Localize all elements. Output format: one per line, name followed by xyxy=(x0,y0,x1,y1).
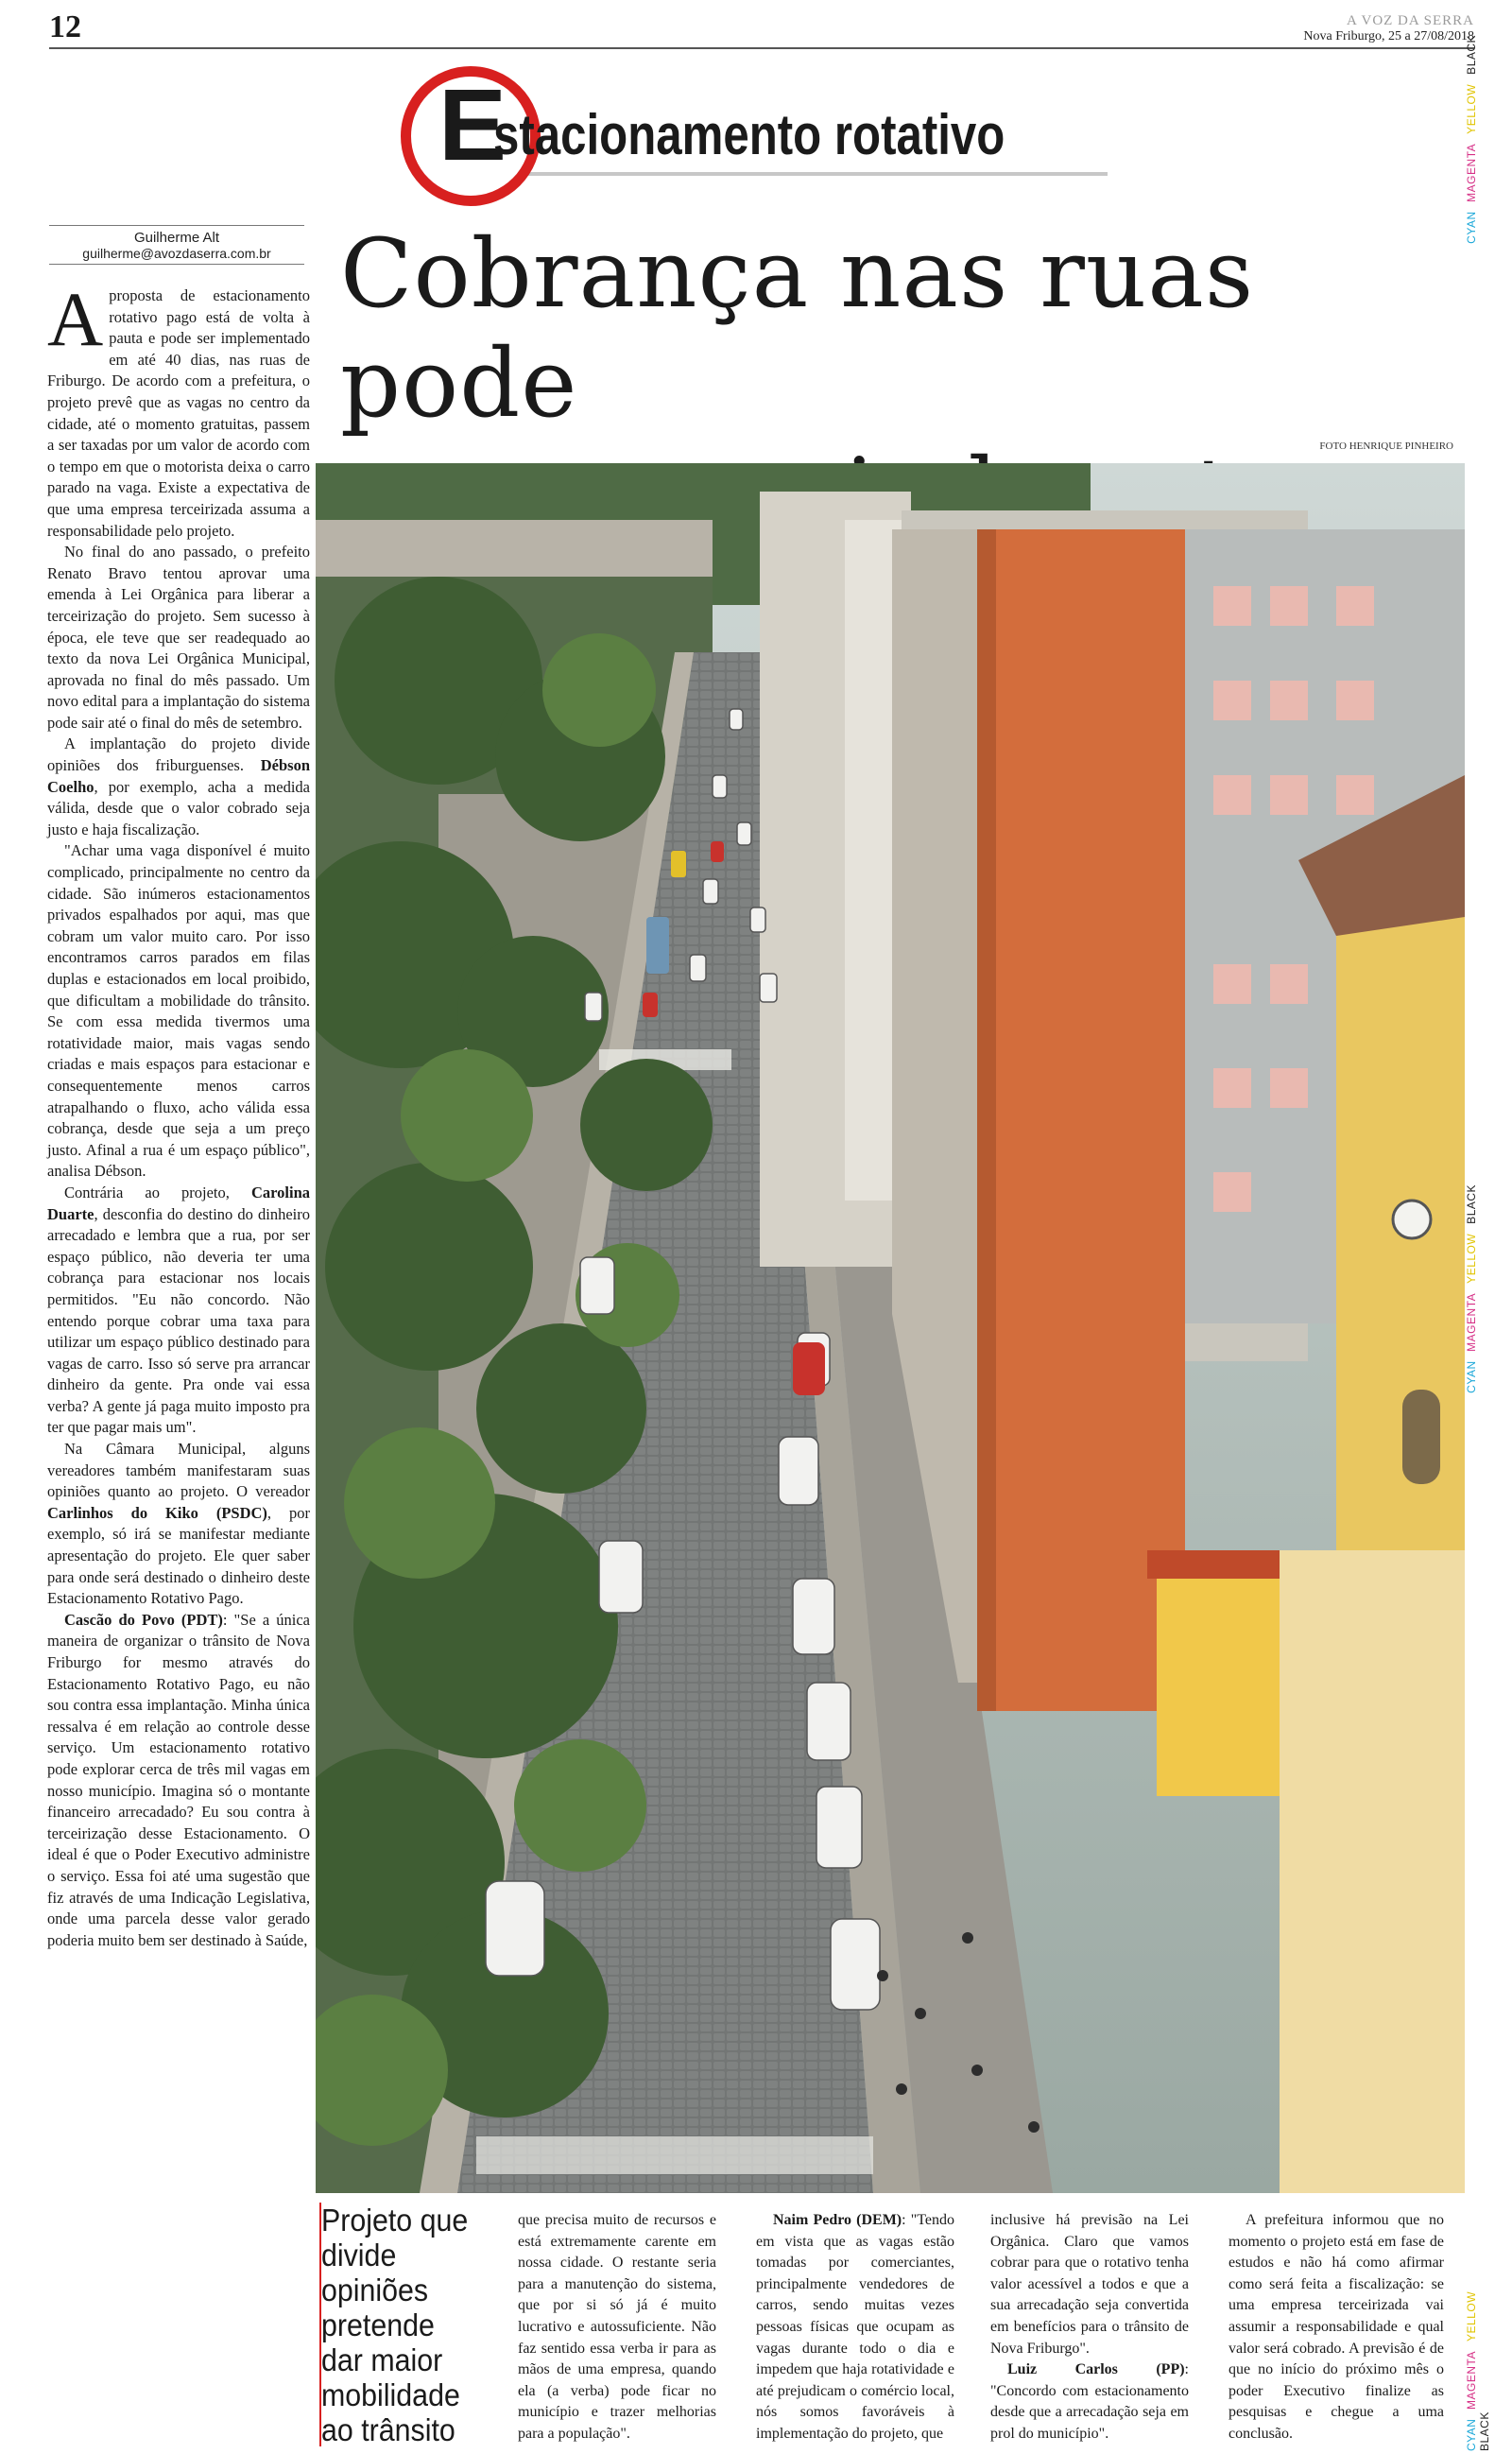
print-marks-bottom xyxy=(1465,2250,1491,2454)
article-column-5 xyxy=(1228,2210,1444,2445)
print-mark-cyan: CYAN xyxy=(1465,2418,1478,2451)
paragraph xyxy=(47,1610,310,1952)
source-name: Naim Pedro (DEM) xyxy=(773,2212,902,2228)
paragraph-text: , por exemplo, só irá se manifestar mediante apresentação do projeto. Ele quer saber para onde será destinado o dinheiro deste Estacionamento Rotativo Pago. xyxy=(47,1503,311,1608)
paragraph: A prefeitura informou que no momento o projeto está em fase de estudos e não há como afirmar como será feita a fiscalização: se uma empresa terceirizada vai assumir a responsabilidade e qual valor será cobrado. A previsão é de que no início do próximo mês o poder Executivo finalize as pesquisas e chegue a uma conclusão. xyxy=(1228,2212,1444,2442)
paragraph xyxy=(47,734,310,840)
paragraph-text: : "Tendo em vista que as vagas estão tomadas por comerciantes, principalmente vendedores de carros, sendo muitas vezes pessoas físicas que ocupam as vagas durante todo o dia e impedem que haja rotatividade e até prejudicam o comércio local, nós somos favoráveis à implementação do projeto, que xyxy=(756,2212,954,2442)
source-name: Débson Coelho xyxy=(47,756,310,796)
print-mark-yellow: YELLOW xyxy=(1465,2290,1478,2342)
print-mark-yellow: YELLOW xyxy=(1465,1233,1478,1284)
print-mark-magenta: MAGENTA xyxy=(1465,2350,1478,2410)
paragraph: que precisa muito de recursos e está extremamente carente em nossa cidade. O restante seria para a manutenção do sistema, que por si só já é muito lucrativo e autossuficiente. Não faz sentido essa verba ir para as mãos de uma empresa, quando ela (a verba) pode ficar no município e trazer melhorias para a população". xyxy=(518,2212,716,2442)
drop-cap: A xyxy=(47,276,104,362)
print-mark-black: BLACK xyxy=(1478,2411,1491,2451)
article-column-4 xyxy=(990,2210,1189,2445)
paragraph: inclusive há previsão na Lei Orgânica. Claro que vamos cobrar para que o rotativo tenha valor acessível a todos e que a sua arrecadação seja convertida em benefícios para o trânsito de Nova Friburgo". xyxy=(990,2212,1189,2357)
print-mark-cyan: CYAN xyxy=(1465,211,1478,244)
print-marks-top xyxy=(1465,32,1478,247)
headline-line-1: Cobrança nas ruas pode xyxy=(340,218,1255,439)
subhead: Projeto que divide opiniões pretende dar maior mobilidade ao trânsito xyxy=(321,2203,469,2447)
edition-date: Nova Friburgo, 25 a 27/08/2018 xyxy=(1303,29,1474,43)
photo-credit: FOTO HENRIQUE PINHEIRO xyxy=(1319,441,1453,452)
paragraph-text: , por exemplo, acha a medida válida, desde que o valor cobrado seja justo e haja fiscalização. xyxy=(47,777,310,838)
paragraph xyxy=(990,2359,1189,2445)
kicker-initial: E xyxy=(438,67,507,181)
article-column-1 xyxy=(47,276,311,1951)
source-name: Carolina Duarte xyxy=(47,1183,310,1223)
author-email: guilherme@avozdaserra.com.br xyxy=(49,246,304,265)
paragraph-text: : "Se a única maneira de organizar o trânsito de Nova Friburgo for mesmo através do Estacionamento Rotativo Pago, eu não sou contra essa implantação. Minha única ressalva é em relação ao controle desse serviço. Um estacionamento rotativo pode explorar cerca de três mil vagas em nosso município. Imagina só o montante financeiro arrecadado? Eu sou contra à terceirização desse Estacionamento. O ideal é que o Poder Executivo administre o serviço. Essa foi até uma sugestão que fiz através de uma Indicação Legislativa, onde uma parcela desse valor gerado poderia muito bem ser destinado à Saúde, xyxy=(47,1610,310,1949)
kicker-title: stacionamento rotativo xyxy=(493,103,1005,166)
paragraph-text: Contrária ao projeto, xyxy=(64,1183,251,1201)
paragraph xyxy=(47,1439,310,1610)
aerial-street-illustration xyxy=(316,463,1465,2193)
top-rule xyxy=(49,47,1474,49)
article-column-3 xyxy=(756,2210,954,2445)
source-name: Carlinhos do Kiko (PSDC) xyxy=(47,1503,267,1522)
print-mark-cyan: CYAN xyxy=(1465,1360,1478,1393)
street-photo xyxy=(316,463,1465,2193)
source-name: Cascão do Povo (PDT) xyxy=(64,1610,223,1629)
masthead-name: A VOZ DA SERRA xyxy=(1347,13,1474,28)
paragraph-text: A implantação do projeto divide opiniões dos friburguenses. xyxy=(47,734,310,775)
paragraph xyxy=(47,1183,310,1439)
print-mark-black: BLACK xyxy=(1465,35,1478,75)
print-marks-middle xyxy=(1465,1182,1478,1396)
paragraph-text: proposta de estacionamento rotativo pago está de volta à pauta e pode ser implementado em até 40 dias, nas ruas de Friburgo. De acordo com a prefeitura, o projeto prevê que as vagas no centro da cidade, até o momento gratuitas, passem a ser taxadas por um valor de acordo com o tempo em que o motorista deixa o carro parado na vaga. Existe a expectativa de que uma empresa terceirizada assuma a responsabilidade pelo projeto. xyxy=(47,286,310,540)
masthead xyxy=(1303,13,1474,44)
paragraph-text: : "Concordo com estacionamento desde que a arrecadação seja em prol do município". xyxy=(990,2361,1189,2442)
kicker-underline xyxy=(503,172,1108,176)
print-mark-magenta: MAGENTA xyxy=(1465,1292,1478,1352)
print-mark-yellow: YELLOW xyxy=(1465,83,1478,134)
section-kicker xyxy=(401,66,1100,208)
paragraph xyxy=(47,276,310,542)
page-number: 12 xyxy=(49,9,81,44)
byline xyxy=(49,225,304,265)
author-name: Guilherme Alt xyxy=(49,225,304,246)
source-name: Luiz Carlos (PP) xyxy=(1007,2361,1185,2378)
print-mark-magenta: MAGENTA xyxy=(1465,143,1478,202)
paragraph-text: , desconfia do destino do dinheiro arrecadado e lembra que a rua, por ser espaço público, não deveria ter uma cobrança para estacionar nos locais permitidos. "Eu não concordo. Não entendo porque cobrar uma taxa para utilizar um espaço público destinado para vagas de carro. Isso só serve pra arrancar dinheiro da gente. Pra onde vai essa verba? A gente já paga muito imposto pra ter que pagar mais um". xyxy=(47,1204,310,1437)
paragraph-text: Na Câmara Municipal, alguns vereadores também manifestaram suas opiniões quanto ao projeto. O vereador xyxy=(47,1440,310,1501)
paragraph: No final do ano passado, o prefeito Renato Bravo tentou aprovar uma emenda à Lei Orgânica para liberar a terceirização do projeto. Sem sucesso à época, ele teve que ser readequado ao texto da nova Lei Orgânica Municipal, aprovada no final do mês passado. Um novo edital para a implantação do sistema pode sair até o final do mês de setembro. xyxy=(47,543,310,732)
paragraph: "Achar uma vaga disponível é muito complicado, principalmente no centro da cidade. São inúmeros estacionamentos privados espalhados por aqui, mas que cobram um valor muito caro. Por isso encontramos carros parados em filas duplas e estacionados em local proibido, que dificultam a mobilidade do trânsito. Se com essa medida tivermos uma rotatividade maior, mais vagas sendo criadas e mais espaços para estacionar e consequentemente menos carros atrapalhando o fluxo, acho válida essa cobrança, desde que seja a um preço justo. Afinal a rua é um espaço público", analisa Débson. xyxy=(47,841,310,1181)
paragraph xyxy=(756,2210,954,2445)
print-mark-black: BLACK xyxy=(1465,1184,1478,1224)
article-column-2 xyxy=(518,2210,716,2445)
